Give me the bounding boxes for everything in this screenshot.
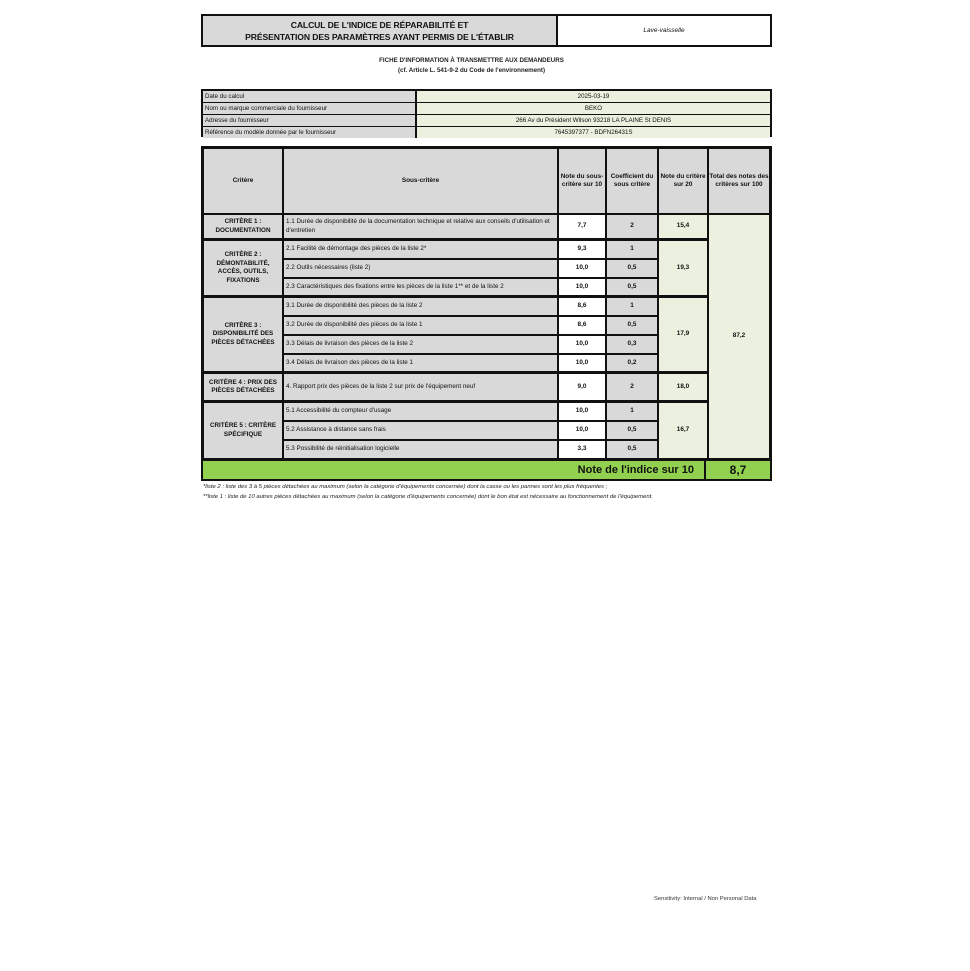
sub-criterion-3-4: 3.4 Délais de livraison des pièces de la liste 1 <box>283 354 558 373</box>
title-line-2: PRÉSENTATION DES PARAMÈTRES AYANT PERMIS DE L'ÉTABLIR <box>245 31 514 42</box>
sub-criterion-coef: 0,5 <box>606 316 658 335</box>
sub-criterion-2-1: 2.1 Facilité de démontage des pièces de la liste 2* <box>283 240 558 259</box>
info-label: Référence du modèle donnée par le fournisseur <box>203 127 417 138</box>
sub-criterion-note: 8,6 <box>558 316 606 335</box>
info-label: Nom ou marque commerciale du fournisseur <box>203 103 417 114</box>
final-index-label: Note de l'indice sur 10 <box>203 461 706 479</box>
criterion-4-score: 18,0 <box>658 373 708 402</box>
document-title <box>203 16 558 45</box>
sub-criterion-coef: 1 <box>606 402 658 421</box>
info-row-brand <box>203 103 770 115</box>
sub-criterion-note: 7,7 <box>558 214 606 240</box>
sub-criterion-note: 10,0 <box>558 402 606 421</box>
info-value: 7645397377 - BDFN26431S <box>417 127 770 138</box>
sub-criterion-3-1: 3.1 Durée de disponibilité des pièces de la liste 2 <box>283 297 558 316</box>
sub-criterion-4: 4. Rapport prix des pièces de la liste 2 sur prix de l'équipement neuf <box>283 373 558 402</box>
sensitivity-label: Sensitivity: Internal / Non Personal Data <box>654 896 757 902</box>
info-value: BEKO <box>417 103 770 114</box>
sub-criterion-note: 10,0 <box>558 259 606 278</box>
sub-criterion-coef: 0,2 <box>606 354 658 373</box>
footnotes <box>203 482 773 502</box>
sub-criterion-note: 10,0 <box>558 335 606 354</box>
supplier-info-table <box>201 89 772 137</box>
header-total-100: Total des notes des critères sur 100 <box>708 148 770 214</box>
sub-criterion-coef: 0,5 <box>606 421 658 440</box>
sub-criterion-coef: 0,3 <box>606 335 658 354</box>
info-row-reference <box>203 127 770 138</box>
sub-criterion-3-3: 3.3 Délais de livraison des pièces de la liste 2 <box>283 335 558 354</box>
sub-criterion-note: 3,3 <box>558 440 606 459</box>
sub-criterion-5-2: 5.2 Assistance à distance sans frais <box>283 421 558 440</box>
sub-criterion-5-3: 5.3 Possibilité de réinitialisation logicielle <box>283 440 558 459</box>
sub-criterion-note: 10,0 <box>558 354 606 373</box>
info-label: Adresse du fournisseur <box>203 115 417 126</box>
sub-criterion-coef: 2 <box>606 373 658 402</box>
header-coefficient: Coefficient du sous critère <box>606 148 658 214</box>
sub-criterion-coef: 0,5 <box>606 259 658 278</box>
info-label: Date du calcul <box>203 91 417 102</box>
criterion-3: CRITÈRE 3 : DISPONIBILITÉ DES PIÈCES DÉTACHÉES <box>203 297 283 373</box>
sub-criterion-note: 10,0 <box>558 278 606 297</box>
sub-criterion-3-2: 3.2 Durée de disponibilité des pièces de la liste 1 <box>283 316 558 335</box>
title-line-1: CALCUL DE L'INDICE DE RÉPARABILITÉ ET <box>290 19 469 30</box>
sub-criterion-2-2: 2.2 Outils nécessaires (liste 2) <box>283 259 558 278</box>
total-score-100: 87,2 <box>708 214 770 459</box>
criterion-5-score: 16,7 <box>658 402 708 459</box>
scoring-table <box>201 146 772 481</box>
sub-criterion-5-1: 5.1 Accessibilité du compteur d'usage <box>283 402 558 421</box>
sub-criterion-2-3: 2.3 Caractéristiques des fixations entre les pièces de la liste 1** et de la liste 2 <box>283 278 558 297</box>
criterion-2-score: 19,3 <box>658 240 708 297</box>
criterion-3-score: 17,9 <box>658 297 708 373</box>
criterion-4: CRITÈRE 4 : PRIX DES PIÈCES DÉTACHÉES <box>203 373 283 402</box>
sub-criterion-note: 10,0 <box>558 421 606 440</box>
header-note-sous-critere: Note du sous-critère sur 10 <box>558 148 606 214</box>
header-note-critere-20: Note du critère sur 20 <box>658 148 708 214</box>
criterion-1: CRITÈRE 1 : DOCUMENTATION <box>203 214 283 240</box>
sub-criterion-note: 9,0 <box>558 373 606 402</box>
final-index-row <box>203 459 770 479</box>
subtitle-line-2: (cf. Article L. 541-9-2 du Code de l'environnement) <box>397 66 546 74</box>
sub-criterion-coef: 1 <box>606 240 658 259</box>
info-row-address <box>203 115 770 127</box>
sub-criterion-coef: 0,5 <box>606 278 658 297</box>
document-header <box>201 14 772 47</box>
final-index-value: 8,7 <box>729 463 747 477</box>
info-value: 2025-03-19 <box>417 91 770 102</box>
info-row-date <box>203 91 770 103</box>
criterion-2: CRITÈRE 2 : DÉMONTABILITÉ, ACCÈS, OUTILS, FIXATIONS <box>203 240 283 297</box>
subtitle <box>201 56 772 75</box>
header-sous-critere: Sous-critère <box>283 148 558 214</box>
criterion-5: CRITÈRE 5 : CRITÈRE SPÉCIFIQUE <box>203 402 283 459</box>
product-category: Lave-vaisselle <box>558 16 770 45</box>
header-critere: Critère <box>203 148 283 214</box>
sub-criterion-1-1: 1.1 Durée de disponibilité de la documentation technique et relative aux conseils d'utilisation et d'entretien <box>283 214 558 240</box>
sub-criterion-coef: 0,5 <box>606 440 658 459</box>
sub-criterion-note: 9,3 <box>558 240 606 259</box>
info-value: 266 Av du Président Wilson 93218 LA PLAINE St DENIS <box>417 115 770 126</box>
footnote-list-2: *liste 2 : liste des 3 à 5 pièces détachées au maximum (selon la catégorie d'équipements concernée) dont la casse ou les pannes sont les plus fréquentes ; <box>203 484 608 490</box>
footnote-list-1: **liste 1 : liste de 10 autres pièces détachées au maximum (selon la catégorie d'équipements concernée) dont le bon état est nécessaire au fonctionnement de l'équipement. <box>203 494 653 500</box>
subtitle-line-1: FICHE D'INFORMATION À TRANSMETTRE AUX DEMANDEURS <box>379 57 564 64</box>
sub-criterion-coef: 1 <box>606 297 658 316</box>
criterion-1-score: 15,4 <box>658 214 708 240</box>
sub-criterion-note: 8,6 <box>558 297 606 316</box>
sub-criterion-coef: 2 <box>606 214 658 240</box>
